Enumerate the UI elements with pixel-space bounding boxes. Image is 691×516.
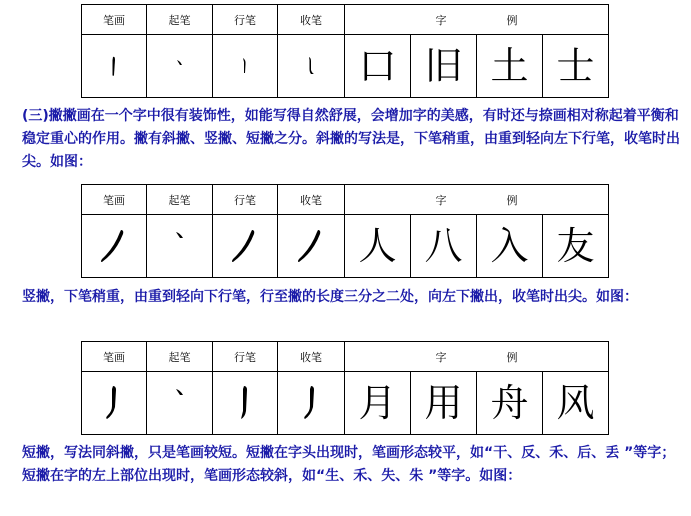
- stroke-end-icon: [278, 35, 345, 98]
- header-examples: 字 例: [345, 342, 609, 372]
- header-move: 行笔: [213, 342, 278, 372]
- paragraph-xie-pie: (三)撇撇画在一个字中很有装饰性，如能写得自然舒展，会增加字的美感，有时还与捺画相对称起着平衡和稳定重心的作用。撇有斜撇、竖撇、短撇之分。斜撇的写法是，下笔稍重，由重到轻向左下行笔，收笔时出尖。如图：: [22, 108, 680, 170]
- stroke-dot-start-icon: [147, 215, 213, 278]
- paragraph-shu-pie: 竖撇，下笔稍重，由重到轻向下行笔，行至撇的长度三分之二处，向左下撇出，收笔时出尖。如图：: [22, 289, 638, 305]
- example-char: 月: [345, 372, 411, 435]
- example-char: 入: [477, 215, 543, 278]
- stroke-table-slant-pie: [81, 184, 609, 278]
- header-move: 行笔: [213, 185, 278, 215]
- table-stroke-row: [82, 372, 609, 435]
- table-header-row: [82, 185, 609, 215]
- stroke-pie-icon: [82, 215, 147, 278]
- header-examples: 字 例: [345, 185, 609, 215]
- stroke-table-vertical-pie: [81, 341, 609, 435]
- header-stroke: 笔画: [82, 185, 147, 215]
- example-char: 旧: [411, 35, 477, 98]
- stroke-shu-icon: [82, 35, 147, 98]
- example-char: 土: [477, 35, 543, 98]
- header-end: 收笔: [278, 185, 345, 215]
- paragraph-duan-pie: 短撇，写法同斜撇，只是笔画较短。短撇在字头出现时，笔画形态较平，如“干、反、禾、后、丢 ”等字；短撇在字的左上部位出现时，笔画形态较斜，如“生、禾、失、朱 ”等字。如图：: [22, 445, 676, 484]
- example-char: 风: [543, 372, 609, 435]
- stroke-dot-start-icon: [147, 35, 213, 98]
- header-stroke: 笔画: [82, 342, 147, 372]
- header-stroke: 笔画: [82, 5, 147, 35]
- stroke-move-icon: [213, 35, 278, 98]
- example-char: 用: [411, 372, 477, 435]
- stroke-move-icon: [213, 372, 278, 435]
- example-char: 士: [543, 35, 609, 98]
- table-stroke-row: [82, 35, 609, 98]
- stroke-move-icon: [213, 215, 278, 278]
- header-start: 起笔: [147, 5, 213, 35]
- example-char: 友: [543, 215, 609, 278]
- header-start: 起笔: [147, 342, 213, 372]
- header-end: 收笔: [278, 342, 345, 372]
- example-char: 人: [345, 215, 411, 278]
- header-start: 起笔: [147, 185, 213, 215]
- header-end: 收笔: [278, 5, 345, 35]
- header-examples: 字 例: [345, 5, 609, 35]
- stroke-end-icon: [278, 215, 345, 278]
- table-stroke-row: [82, 215, 609, 278]
- table-header-row: [82, 342, 609, 372]
- stroke-dot-start-icon: [147, 372, 213, 435]
- example-char: 八: [411, 215, 477, 278]
- stroke-table-vertical: [81, 4, 609, 98]
- stroke-end-icon: [278, 372, 345, 435]
- table-header-row: [82, 5, 609, 35]
- stroke-shu-pie-icon: [82, 372, 147, 435]
- header-move: 行笔: [213, 5, 278, 35]
- example-char: 舟: [477, 372, 543, 435]
- example-char: 口: [345, 35, 411, 98]
